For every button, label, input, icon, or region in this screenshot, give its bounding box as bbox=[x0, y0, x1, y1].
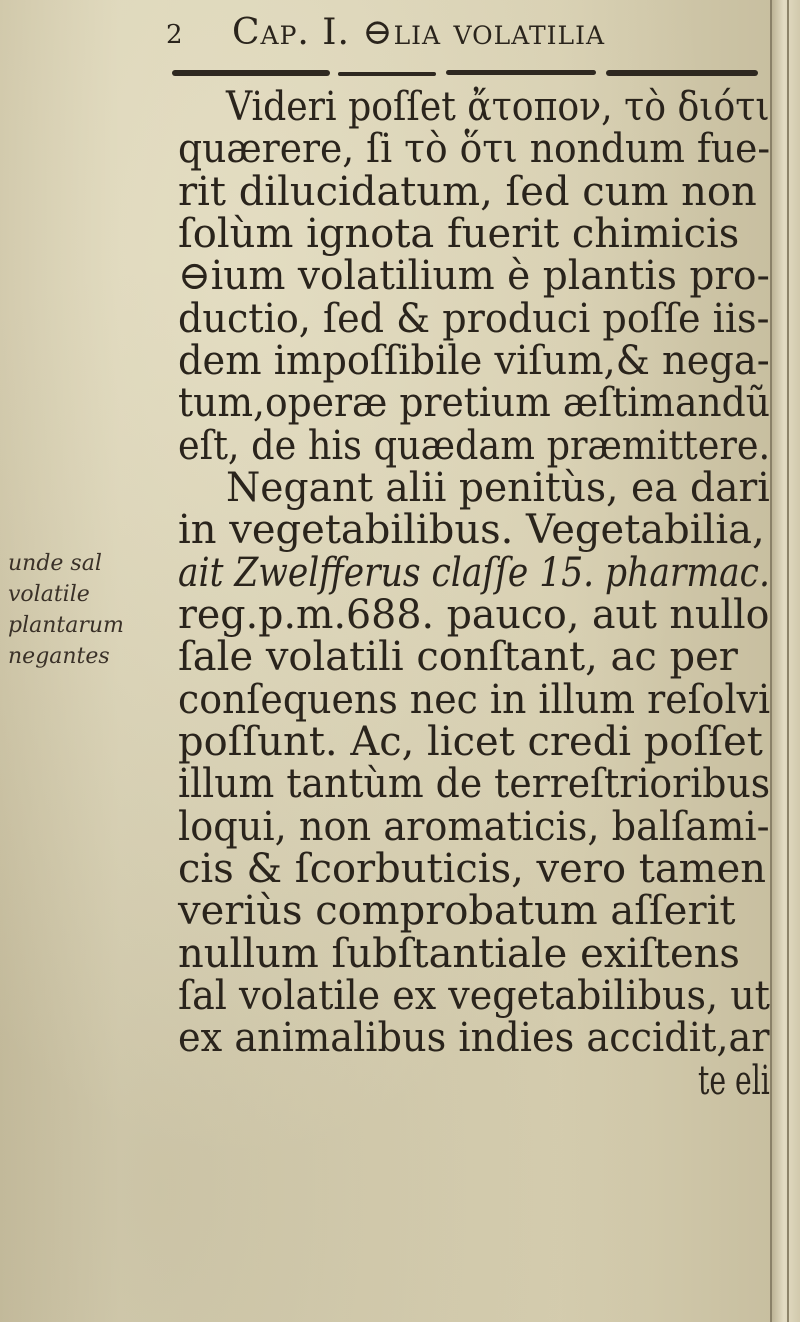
text-line: ſolùm ignota fuerit chimicis bbox=[178, 211, 740, 257]
text-line: cis & ſcorbuticis, vero tamen bbox=[178, 846, 767, 892]
margin-note-line: unde sal bbox=[8, 551, 102, 576]
text-line: ductio, ſed & produci poſſe iis- bbox=[178, 296, 770, 342]
text-line: ait Zwelfferus claſſe 15. pharmac. bbox=[178, 550, 770, 596]
text-line: in vegetabilibus. Vegetabilia, bbox=[178, 507, 765, 553]
page-header bbox=[160, 8, 760, 58]
margin-note-line: plantarum bbox=[8, 613, 124, 638]
gutter-line bbox=[787, 0, 789, 1322]
text-line: illum tantùm de terreſtrioribus bbox=[178, 761, 771, 807]
text-line: veriùs comprobatum aſſerit bbox=[178, 888, 736, 934]
text-line: reg.p.m.688. pauco, aut nullo bbox=[178, 592, 770, 638]
margin-note-line: negantes bbox=[8, 644, 110, 669]
text-line: Negant alii penitùs, ea dari bbox=[226, 465, 770, 511]
header-rule bbox=[338, 72, 436, 76]
header-rule bbox=[172, 70, 330, 76]
page-number: 2 bbox=[166, 20, 184, 50]
text-line: ⊖ium volatilium è plantis pro- bbox=[178, 253, 770, 299]
text-line: te eli bbox=[698, 1058, 770, 1104]
text-line: dem impoſſibile viſum,& nega- bbox=[178, 338, 770, 384]
margin-note bbox=[8, 548, 148, 672]
facing-page-edge bbox=[770, 0, 800, 1322]
text-line: tum,operæ pretium æſtimandũ bbox=[178, 380, 771, 426]
text-line: eſt, de his quædam præmittere. bbox=[178, 423, 771, 469]
text-line: Videri poſſet ἄτοπον, τὸ διότι bbox=[226, 84, 770, 130]
margin-note-line: volatile bbox=[8, 582, 90, 607]
text-line: loqui, non aromaticis, balſami- bbox=[178, 804, 770, 850]
header-rule bbox=[446, 70, 596, 75]
text-line: ſale volatili conſtant, ac per bbox=[178, 634, 738, 680]
text-line: nullum ſubſtantiale exiſtens bbox=[178, 931, 740, 977]
text-line: conſequens nec in illum reſolvi bbox=[178, 677, 771, 723]
header-rule bbox=[606, 70, 758, 76]
running-title: Cap. I. ⊖lia volatilia bbox=[232, 12, 606, 53]
text-line: quærere, ſi τὸ ὅτι nondum fue- bbox=[178, 126, 771, 172]
text-line: rit dilucidatum, ſed cum non bbox=[178, 169, 757, 215]
text-line: poſſunt. Ac, licet credi poſſet bbox=[178, 719, 763, 765]
text-line: ſal volatile ex vegetabilibus, ut bbox=[178, 973, 770, 1019]
text-line: ex animalibus indies accidit,ar bbox=[178, 1015, 770, 1061]
